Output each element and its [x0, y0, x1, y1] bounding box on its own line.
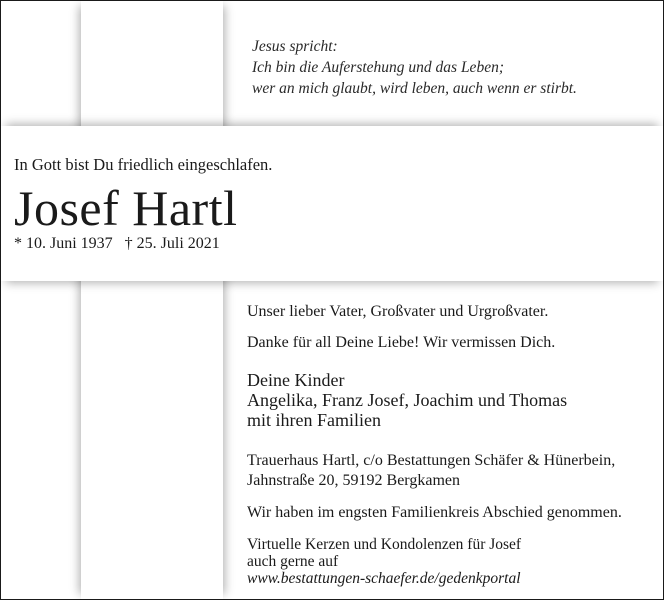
portal-line-1: Virtuelle Kerzen und Kondolenzen für Josef [247, 536, 522, 553]
quote-line-2: wer an mich glaubt, wird leben, auch wenn er stirbt. [252, 80, 577, 97]
mourners-line-2: Angelika, Franz Josef, Joachim und Thomas [247, 390, 568, 410]
intro-text: In Gott bist Du friedlich eingeschlafen. [14, 155, 273, 174]
cross-vertical-beam [81, 1, 223, 599]
death-date: † 25. Juli 2021 [124, 235, 220, 252]
portal-line-2: auch gerne auf [247, 553, 339, 570]
bible-quote [252, 36, 577, 99]
address-line-1: Trauerhaus Hartl, c/o Bestattungen Schäfer & Hünerbein, [247, 452, 616, 469]
mourners-line-1: Deine Kinder [247, 370, 345, 390]
quote-line-1: Ich bin die Auferstehung und das Leben; [252, 59, 504, 76]
family-message: Unser lieber Vater, Großvater und Urgroßvater. [247, 303, 549, 320]
memorial-portal [247, 536, 521, 587]
quote-title: Jesus spricht: [252, 38, 338, 55]
thanks-message: Danke für all Deine Liebe! Wir vermissen Dich. [247, 334, 556, 351]
deceased-name: Josef Hartl [14, 180, 238, 236]
birth-date: * 10. Juni 1937 [14, 235, 113, 252]
portal-url-link[interactable]: www.bestattungen-schaefer.de/gedenkportal [247, 570, 521, 587]
mourners [247, 370, 567, 430]
mourning-address [247, 451, 615, 491]
farewell-note: Wir haben im engsten Familienkreis Abschied genommen. [247, 504, 622, 521]
life-dates [14, 235, 220, 253]
mourners-line-3: mit ihren Familien [247, 410, 381, 430]
address-line-2: Jahnstraße 20, 59192 Bergkamen [247, 472, 460, 489]
